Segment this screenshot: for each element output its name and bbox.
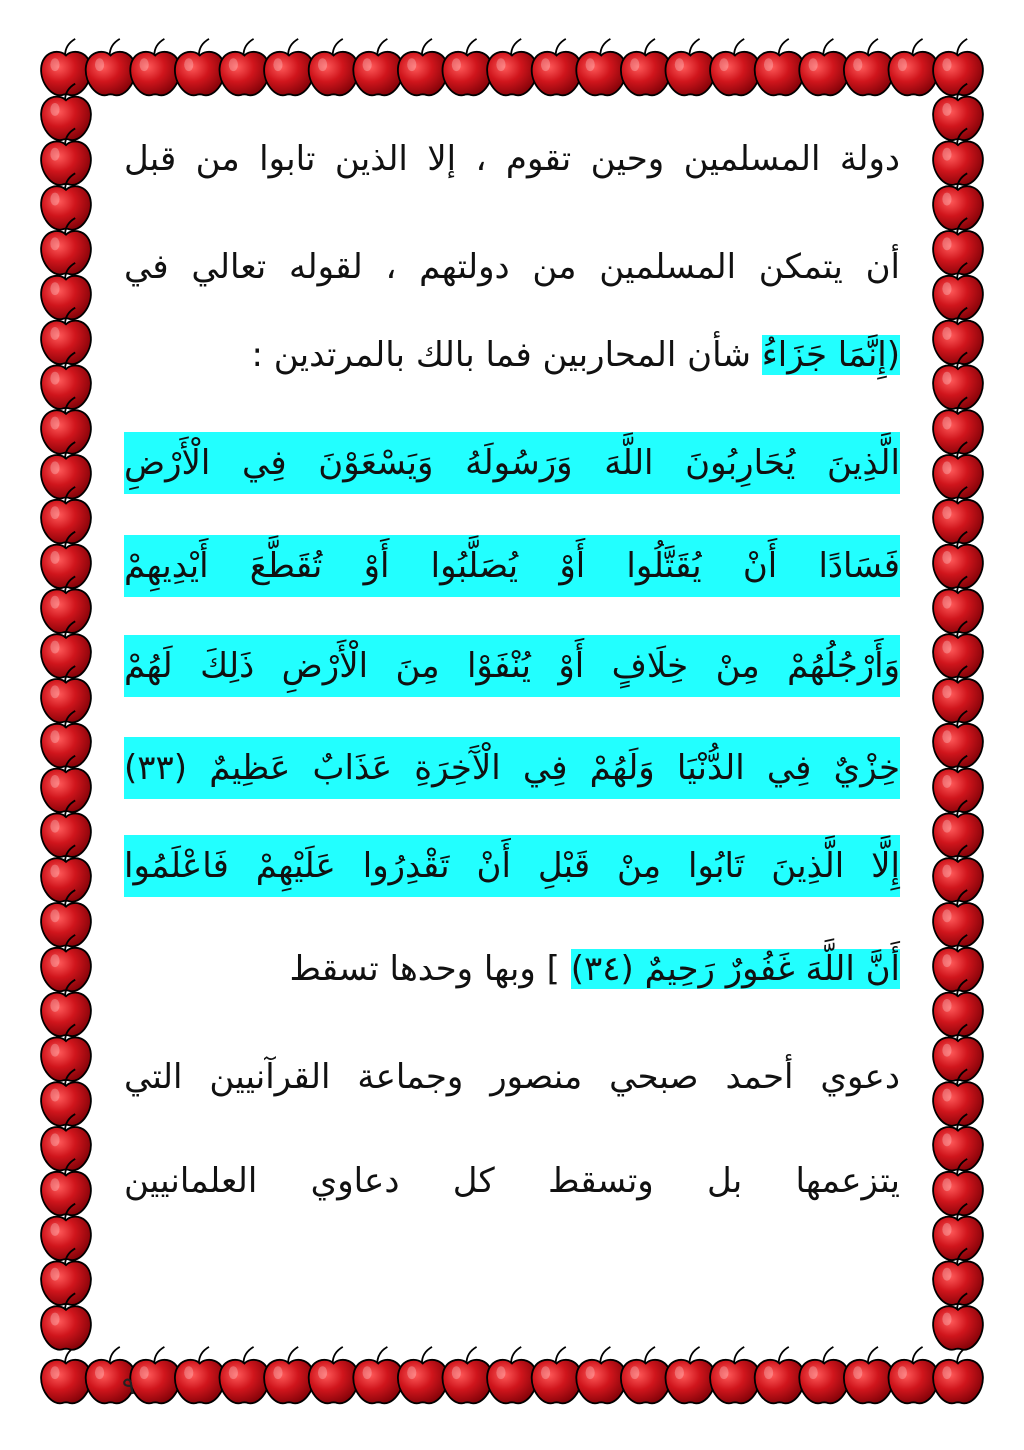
apple-icon bbox=[933, 621, 983, 677]
apple-icon bbox=[41, 532, 91, 588]
apple-icon bbox=[41, 935, 91, 991]
apple-icon bbox=[130, 1347, 180, 1403]
apple-icon bbox=[933, 666, 983, 722]
apple-icon bbox=[755, 1347, 805, 1403]
verse-line-3: وَأَرْجُلُهُمْ مِنْ خِلَافٍ أَوْ يُنْفَوْا مِنَ الْأَرْضِ ذَلِكَ لَهُمْ bbox=[124, 635, 900, 697]
apple-icon bbox=[576, 39, 626, 95]
apple-icon bbox=[621, 1347, 671, 1403]
apple-icon bbox=[41, 800, 91, 856]
apple-icon bbox=[487, 1347, 537, 1403]
apple-icon bbox=[86, 39, 136, 95]
apple-icon bbox=[532, 39, 582, 95]
apple-icon bbox=[933, 397, 983, 453]
verse-line-1: الَّذِينَ يُحَارِبُونَ اللَّهَ وَرَسُولَهُ وَيَسْعَوْنَ فِي الْأَرْضِ bbox=[124, 432, 900, 494]
text-line-10: دعوي أحمد صبحي منصور وجماعة القرآنيين التي bbox=[124, 1057, 900, 1097]
apple-icon bbox=[41, 173, 91, 229]
apple-icon bbox=[933, 1347, 983, 1403]
apple-icon bbox=[933, 39, 983, 95]
apple-icon bbox=[41, 84, 91, 140]
apple-icon bbox=[353, 39, 403, 95]
apple-icon bbox=[41, 128, 91, 184]
line-9-text: ] وبها وحدها تسقط bbox=[289, 949, 560, 989]
apple-icon bbox=[933, 218, 983, 274]
apple-icon bbox=[889, 39, 939, 95]
apple-icon bbox=[41, 1159, 91, 1215]
apple-icon bbox=[933, 308, 983, 364]
apple-icon bbox=[41, 1024, 91, 1080]
apple-icon bbox=[933, 442, 983, 498]
apple-icon bbox=[844, 1347, 894, 1403]
apple-icon bbox=[799, 1347, 849, 1403]
apple-icon bbox=[41, 845, 91, 901]
apple-icon bbox=[398, 39, 448, 95]
apple-icon bbox=[666, 39, 716, 95]
text-line-11: يتزعمها بل وتسقط كل دعاوي العلمانيين bbox=[124, 1161, 900, 1201]
apple-icon bbox=[933, 1248, 983, 1304]
apple-icon bbox=[487, 39, 537, 95]
page-number: ٩ bbox=[122, 1372, 135, 1400]
apple-icon bbox=[933, 487, 983, 543]
apple-icon bbox=[41, 397, 91, 453]
apple-icon bbox=[220, 1347, 270, 1403]
apple-icon bbox=[41, 218, 91, 274]
apple-icon bbox=[710, 1347, 760, 1403]
apple-icon bbox=[41, 352, 91, 408]
apple-icon bbox=[41, 980, 91, 1036]
apple-icon bbox=[933, 576, 983, 632]
apple-icon bbox=[41, 1204, 91, 1260]
apple-icon bbox=[844, 39, 894, 95]
apple-icon bbox=[309, 1347, 359, 1403]
apple-icon bbox=[666, 1347, 716, 1403]
apple-icon bbox=[933, 980, 983, 1036]
apple-icon bbox=[933, 263, 983, 319]
apple-icon bbox=[220, 39, 270, 95]
apple-icon bbox=[710, 39, 760, 95]
text-line-2: أن يتمكن المسلمين من دولتهم ، لقوله تعالي في bbox=[124, 247, 900, 287]
apple-icon bbox=[41, 890, 91, 946]
apple-icon bbox=[755, 39, 805, 95]
apple-icon bbox=[41, 1114, 91, 1170]
apple-icon bbox=[41, 621, 91, 677]
apple-icon bbox=[41, 711, 91, 767]
apple-icon bbox=[933, 800, 983, 856]
apple-icon bbox=[933, 756, 983, 812]
apple-icon bbox=[933, 173, 983, 229]
apple-icon bbox=[175, 39, 225, 95]
apple-icon bbox=[933, 845, 983, 901]
apple-icon bbox=[933, 1204, 983, 1260]
apple-icon bbox=[175, 1347, 225, 1403]
apple-icon bbox=[799, 39, 849, 95]
apple-icon bbox=[41, 1069, 91, 1125]
apple-icon bbox=[443, 39, 493, 95]
text-line-9 bbox=[124, 938, 900, 1000]
apple-icon bbox=[933, 352, 983, 408]
apple-icon bbox=[41, 756, 91, 812]
apple-icon bbox=[933, 1024, 983, 1080]
apple-icon bbox=[41, 263, 91, 319]
apple-icon bbox=[264, 1347, 314, 1403]
apple-icon bbox=[621, 39, 671, 95]
apple-icon bbox=[933, 128, 983, 184]
verse-end: أَنَّ اللَّهَ غَفُورٌ رَحِيمٌ (٣٤) bbox=[570, 949, 900, 989]
apple-icon bbox=[41, 39, 91, 95]
apple-icon bbox=[933, 84, 983, 140]
apple-icon bbox=[309, 39, 359, 95]
line-3-text: شأن المحاربين فما بالك بالمرتدين : bbox=[251, 335, 751, 375]
apple-icon bbox=[264, 39, 314, 95]
verse-line-5: إِلَّا الَّذِينَ تَابُوا مِنْ قَبْلِ أَنْ تَقْدِرُوا عَلَيْهِمْ فَاعْلَمُوا bbox=[124, 835, 900, 897]
apple-icon bbox=[933, 890, 983, 946]
verse-start: (إِنَّمَا جَزَاءُ bbox=[761, 335, 900, 375]
apple-icon bbox=[933, 1069, 983, 1125]
verse-line-4: خِزْيٌ فِي الدُّنْيَا وَلَهُمْ فِي الْآَخِرَةِ عَذَابٌ عَظِيمٌ (٣٣) bbox=[124, 737, 900, 799]
apple-icon bbox=[41, 1293, 91, 1349]
apple-icon bbox=[41, 487, 91, 543]
verse-line-2: فَسَادًا أَنْ يُقَتَّلُوا أَوْ يُصَلَّبُوا أَوْ تُقَطَّعَ أَيْدِيهِمْ bbox=[124, 535, 900, 597]
apple-icon bbox=[933, 935, 983, 991]
apple-icon bbox=[41, 308, 91, 364]
apple-icon bbox=[41, 442, 91, 498]
apple-icon bbox=[576, 1347, 626, 1403]
text-line-1: دولة المسلمين وحين تقوم ، إلا الذين تابوا من قبل bbox=[124, 139, 900, 179]
apple-icon bbox=[41, 666, 91, 722]
apple-icon bbox=[443, 1347, 493, 1403]
apple-icon bbox=[398, 1347, 448, 1403]
apple-icon bbox=[41, 1248, 91, 1304]
apple-icon bbox=[933, 1114, 983, 1170]
apple-icon bbox=[933, 1159, 983, 1215]
apple-icon bbox=[353, 1347, 403, 1403]
apple-icon bbox=[933, 1293, 983, 1349]
text-line-3 bbox=[124, 324, 900, 386]
apple-icon bbox=[933, 711, 983, 767]
apple-icon bbox=[130, 39, 180, 95]
apple-icon bbox=[933, 532, 983, 588]
apple-icon bbox=[889, 1347, 939, 1403]
apple-icon bbox=[41, 1347, 91, 1403]
apple-icon bbox=[532, 1347, 582, 1403]
apple-icon bbox=[41, 576, 91, 632]
